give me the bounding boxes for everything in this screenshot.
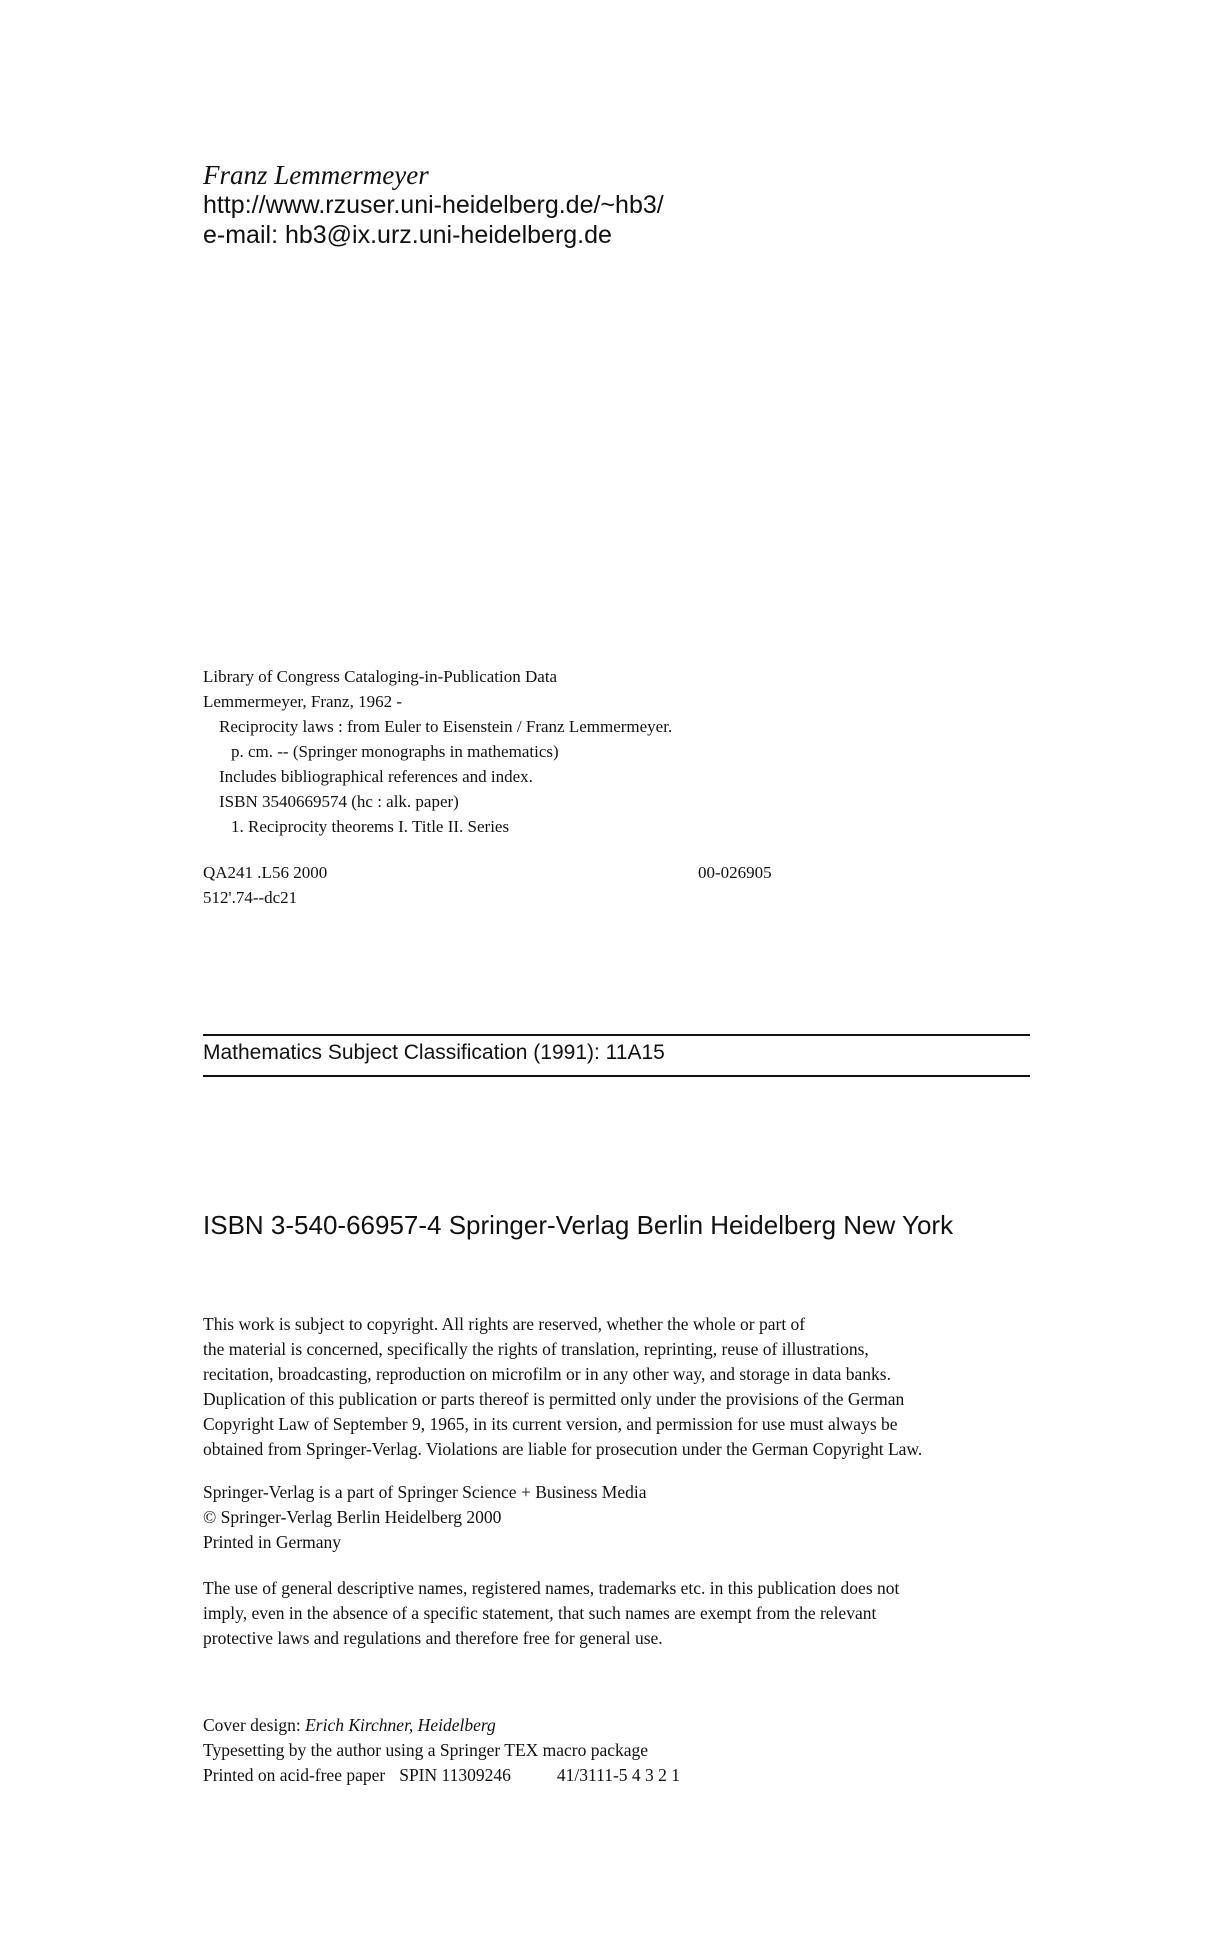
author-name: Franz Lemmermeyer [203, 160, 429, 190]
call-numbers [203, 860, 779, 910]
copyright-holder: © Springer-Verlag Berlin Heidelberg 2000 [203, 1507, 502, 1527]
top-rule [203, 1034, 1030, 1036]
copyright-line: recitation, broadcasting, reproduction on microfilm or in any other way, and storage in data banks. [203, 1364, 891, 1384]
cip-title: Reciprocity laws : from Euler to Eisenstein / Franz Lemmermeyer. [219, 717, 673, 736]
copyright-line: This work is subject to copyright. All rights are reserved, whether the whole or part of [203, 1314, 806, 1334]
bottom-rule [203, 1075, 1030, 1077]
publisher-info [203, 1480, 647, 1555]
author-email[interactable]: e-mail: hb3@ix.urz.uni-heidelberg.de [203, 221, 612, 249]
production-credits [203, 1713, 680, 1788]
lc-class: QA241 .L56 2000 [203, 863, 328, 882]
paper-note: Printed on acid-free paper [203, 1765, 386, 1785]
author-block [203, 160, 664, 250]
copyright-line: the material is concerned, specifically the rights of translation, reprinting, reuse of illustrations, [203, 1339, 869, 1359]
lccn: 00-026905 [698, 863, 772, 882]
copyright-line: obtained from Springer-Verlag. Violations are liable for prosecution under the German Copyright Law. [203, 1439, 923, 1459]
copyright-line: Copyright Law of September 9, 1965, in its current version, and permission for use must always be [203, 1414, 898, 1434]
copyright-notice [203, 1312, 1030, 1462]
cip-notes: Includes bibliographical references and index. [219, 767, 533, 786]
trademark-notice [203, 1576, 1030, 1651]
print-code: 41/3111-5 4 3 2 1 [556, 1765, 681, 1785]
publisher-line: Springer-Verlag is a part of Springer Science + Business Media [203, 1482, 647, 1502]
dewey-class: 512'.74--dc21 [203, 888, 298, 907]
cover-design-label: Cover design: [203, 1715, 301, 1735]
spin-number: SPIN 11309246 [399, 1765, 511, 1785]
cip-series: p. cm. -- (Springer monographs in mathematics) [231, 742, 559, 761]
cip-subjects: 1. Reciprocity theorems I. Title II. Series [231, 817, 510, 836]
cip-heading: Library of Congress Cataloging-in-Publication Data [203, 667, 558, 686]
cip-main-entry: Lemmermeyer, Franz, 1962 - [203, 692, 402, 711]
subject-classification: Mathematics Subject Classification (1991): 11A15 [203, 1041, 665, 1064]
copyright-line: Duplication of this publication or parts thereof is permitted only under the provisions of the German [203, 1389, 905, 1409]
printing-info [203, 1763, 680, 1788]
cip-isbn: ISBN 3540669574 (hc : alk. paper) [219, 792, 459, 811]
isbn-line: ISBN 3-540-66957-4 Springer-Verlag Berlin Heidelberg New York [203, 1210, 954, 1240]
cip-data [203, 664, 672, 839]
cover-designer: Erich Kirchner, Heidelberg [305, 1715, 496, 1735]
printed-in: Printed in Germany [203, 1532, 342, 1552]
cover-design [203, 1713, 680, 1738]
trademark-line: imply, even in the absence of a specific statement, that such names are exempt from the relevant [203, 1603, 877, 1623]
author-url[interactable]: http://www.rzuser.uni-heidelberg.de/~hb3/ [203, 191, 664, 219]
trademark-line: protective laws and regulations and therefore free for general use. [203, 1628, 663, 1648]
typesetting-note: Typesetting by the author using a Springer TEX macro package [203, 1740, 649, 1760]
trademark-line: The use of general descriptive names, registered names, trademarks etc. in this publication does not [203, 1578, 900, 1598]
